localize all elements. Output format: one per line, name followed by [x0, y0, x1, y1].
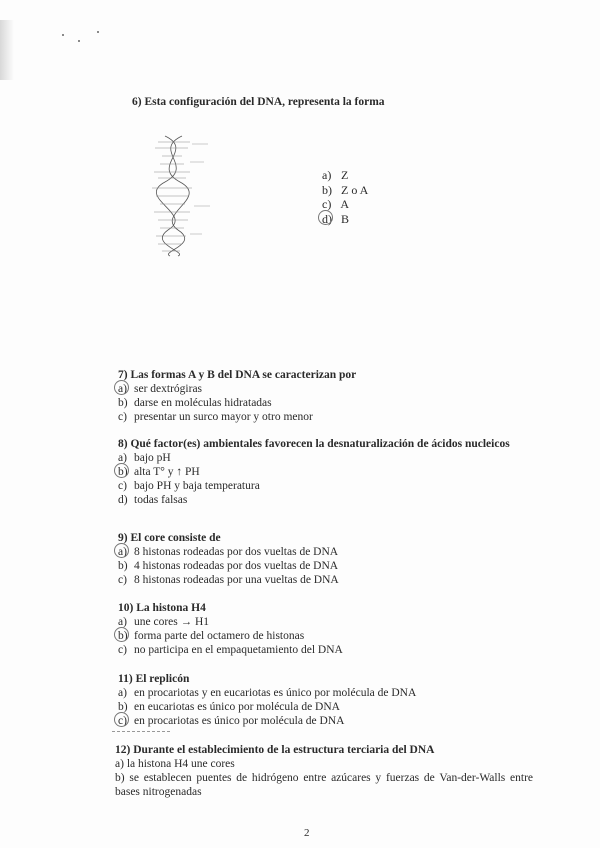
option-8a[interactable]: a) bajo pH: [118, 452, 171, 464]
scan-speck: [78, 40, 80, 42]
question-9-title: 9) El core consiste de: [118, 532, 221, 544]
option-10a[interactable]: a) une cores → H1: [118, 616, 210, 628]
question-8: [118, 437, 530, 507]
option-11a[interactable]: a) en procariotas y en eucariotas es único por molécula de DNA: [118, 687, 417, 699]
option-10c[interactable]: c) no participa en el empaquetamiento del DNA: [118, 644, 343, 656]
question-12: [115, 743, 533, 799]
question-10: [118, 601, 343, 657]
option-11c[interactable]: c) en procariotas es único por molécula de DNA: [118, 715, 345, 727]
option-12b[interactable]: b) se establecen puentes de hidrógeno entre azúcares y fuerzas de Van-der-Walls entre bases nitrogenadas: [115, 772, 533, 798]
option-7b[interactable]: b) darse en moléculas hidratadas: [118, 397, 272, 409]
option-6d[interactable]: d) B: [322, 211, 350, 226]
option-8d[interactable]: d) todas falsas: [118, 494, 188, 506]
page-number: 2: [304, 827, 310, 839]
question-6-title: 6) Esta configuración del DNA, representa la forma: [132, 96, 385, 108]
option-7c[interactable]: c) presentar un surco mayor y otro menor: [118, 411, 313, 423]
option-6c[interactable]: c) A: [322, 197, 350, 211]
question-7: [118, 368, 356, 424]
question-9: [118, 531, 339, 587]
option-9c[interactable]: c) 8 histonas rodeadas por una vueltas de DNA: [118, 574, 339, 586]
scan-speck: [97, 31, 99, 33]
option-9b[interactable]: b) 4 histonas rodeadas por dos vueltas de DNA: [118, 560, 339, 572]
option-12a[interactable]: a) la histona H4 une cores: [115, 758, 235, 770]
scan-speck: [62, 34, 64, 36]
question-11-title: 11) El replicón: [118, 673, 190, 685]
option-8b[interactable]: b) alta T° y ↑ PH: [118, 466, 200, 478]
question-8-title: 8) Qué factor(es) ambientales favorecen la desnaturalización de ácidos nucleicos: [118, 438, 510, 450]
option-8c[interactable]: c) bajo PH y baja temperatura: [118, 480, 260, 492]
option-11b[interactable]: b) en eucariotas es único por molécula de DNA: [118, 701, 340, 713]
option-7a[interactable]: a) ser dextrógiras: [118, 383, 203, 395]
question-10-title: 10) La histona H4: [118, 602, 206, 614]
option-6a[interactable]: a) Z: [322, 168, 349, 182]
handwritten-underline: [112, 731, 170, 734]
option-6b[interactable]: b) Z o A: [322, 182, 369, 197]
question-11: [118, 672, 416, 728]
scan-shadow: [0, 20, 14, 80]
question-6-options: [322, 168, 368, 226]
question-7-title: 7) Las formas A y B del DNA se caracterizan por: [118, 369, 357, 381]
dna-helix-image: [140, 132, 215, 257]
option-9a[interactable]: a) 8 histonas rodeadas por dos vueltas de DNA: [118, 546, 339, 558]
question-12-title: 12) Durante el establecimiento de la estructura terciaria del DNA: [115, 744, 435, 756]
option-10b[interactable]: b) forma parte del octamero de histonas: [118, 630, 305, 642]
